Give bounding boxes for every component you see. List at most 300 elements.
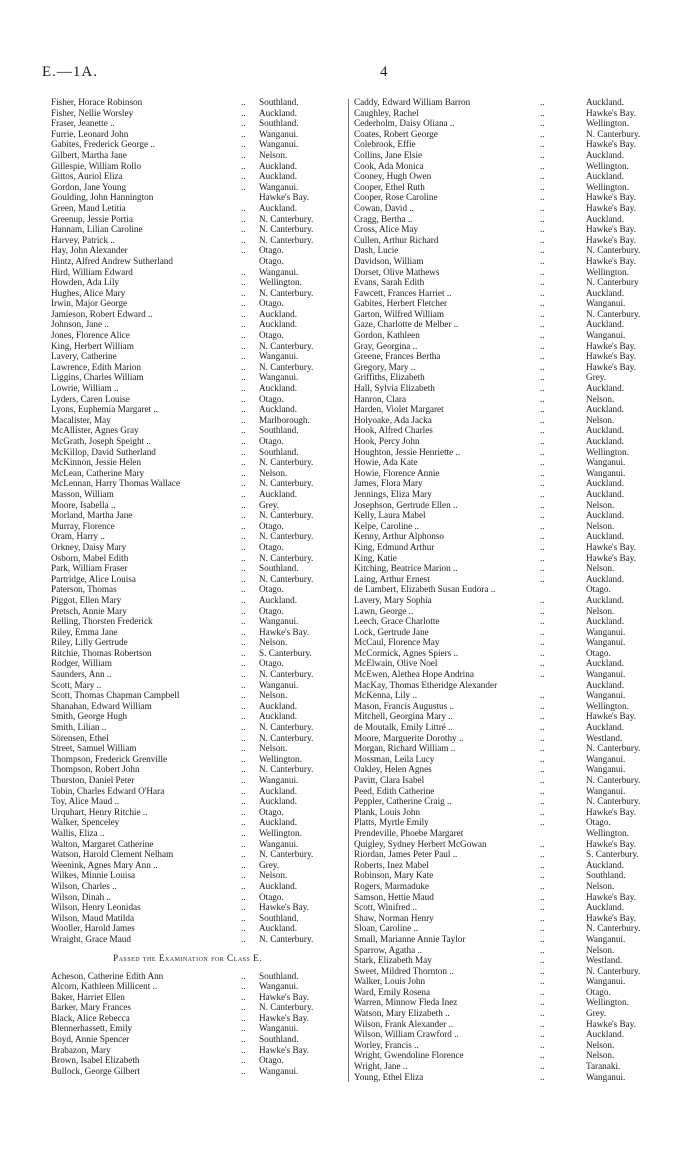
- district-name: Auckland.: [259, 796, 298, 807]
- leader-dots: ..: [540, 436, 545, 446]
- leader-dots: ..: [241, 923, 246, 934]
- list-item: [354, 722, 674, 733]
- district-name: Wanganui.: [586, 298, 626, 309]
- district-name: N. Canterbury.: [259, 478, 314, 489]
- district-name: N. Canterbury.: [259, 573, 314, 584]
- district-name: Hawke's Bay.: [586, 351, 637, 362]
- person-name: Gabites, Frederick George ..: [51, 139, 155, 150]
- leader-dots: ..: [241, 605, 246, 616]
- list-item: [354, 500, 674, 511]
- district-name: Auckland.: [259, 319, 298, 330]
- person-name: Warren, Minnow Fleda Inez: [354, 997, 458, 1008]
- district-name: Auckland.: [259, 923, 298, 934]
- leader-dots: ..: [540, 870, 545, 881]
- person-name: Toy, Alice Maud ..: [51, 796, 120, 807]
- district-name: Auckland.: [259, 107, 298, 118]
- leader-dots: ..: [241, 361, 246, 372]
- person-name: Colebrook, Effie: [354, 139, 416, 150]
- list-item: [354, 743, 674, 754]
- leader-dots: ..: [540, 563, 545, 574]
- class-e-list: [51, 971, 324, 1077]
- district-name: Auckland.: [586, 478, 625, 489]
- leader-dots: ..: [241, 520, 246, 531]
- district-name: Nelson.: [259, 743, 288, 754]
- person-name: Josephson, Gertrude Ellen ..: [354, 499, 458, 510]
- leader-dots: ..: [540, 849, 545, 860]
- district-name: Otago.: [259, 436, 284, 446]
- person-name: Mason, Francis Augustus ..: [354, 700, 455, 711]
- leader-dots: ..: [540, 658, 545, 669]
- leader-dots: ..: [540, 541, 545, 552]
- person-name: Scott, Winifred ..: [354, 902, 417, 913]
- list-item: [51, 468, 324, 479]
- person-name: Garton, Wilfred William: [354, 308, 445, 319]
- person-name: Watson, Mary Elizabeth ..: [354, 1008, 450, 1019]
- list-item: [51, 934, 324, 945]
- person-name: Greenup, Jessie Portia: [51, 213, 133, 224]
- person-name: McGrath, Joseph Speight ..: [51, 436, 152, 446]
- list-item: [354, 521, 674, 532]
- list-item: [354, 129, 674, 140]
- leader-dots: ..: [540, 118, 545, 129]
- person-name: Thurston, Daniel Peter: [51, 775, 135, 785]
- leader-dots: ..: [540, 520, 545, 531]
- person-name: Scott, Mary ..: [51, 679, 102, 690]
- list-item: [354, 987, 674, 998]
- person-name: Fisher, Horace Robinson: [51, 97, 143, 107]
- district-name: Auckland.: [586, 149, 625, 160]
- district-name: Taranaki.: [586, 1061, 621, 1072]
- district-name: Wellington.: [259, 827, 302, 838]
- person-name: Rodger, William: [51, 658, 112, 669]
- leader-dots: ..: [241, 171, 246, 182]
- district-name: Otago.: [586, 647, 611, 658]
- leader-dots: ..: [540, 287, 545, 298]
- leader-dots: ..: [540, 393, 545, 404]
- district-name: Auckland.: [586, 171, 625, 182]
- district-name: Hawke's Bay.: [586, 806, 637, 817]
- person-name: Mitchell, Georgina Mary ..: [354, 711, 453, 722]
- leader-dots: ..: [540, 213, 545, 224]
- person-name: King, Katie: [354, 552, 397, 563]
- person-name: Cooney, Hugh Owen: [354, 171, 432, 182]
- person-name: Sparrow, Agatha ..: [354, 944, 423, 955]
- leader-dots: ..: [241, 981, 246, 992]
- district-name: Hawke's Bay.: [586, 255, 637, 266]
- person-name: Gabites, Herbert Fletcher: [354, 298, 448, 309]
- person-name: Ward, Emily Rosena: [354, 986, 431, 997]
- person-name: McKinnon, Jessie Helen: [51, 457, 142, 468]
- list-item: [354, 934, 674, 945]
- person-name: Thompson, Robert John: [51, 764, 140, 775]
- leader-dots: ..: [241, 594, 246, 605]
- person-name: Wilson, Maud Matilda: [51, 912, 135, 923]
- district-name: Southland.: [259, 446, 299, 457]
- district-name: Auckland.: [259, 817, 298, 828]
- list-item: [51, 404, 324, 415]
- person-name: Watson, Harold Clement Nelham: [51, 849, 174, 860]
- list-item: [354, 606, 674, 617]
- district-name: Otago.: [259, 658, 284, 669]
- leader-dots: ..: [540, 160, 545, 171]
- leader-dots: ..: [540, 351, 545, 362]
- leader-dots: ..: [241, 690, 246, 701]
- person-name: Oram, Harry ..: [51, 531, 105, 542]
- district-name: Southland.: [259, 97, 299, 107]
- person-name: Brown, Isabel Elizabeth: [51, 1055, 140, 1066]
- list-item: [354, 796, 674, 807]
- list-item: [51, 478, 324, 489]
- leader-dots: ..: [241, 552, 246, 563]
- list-item: [51, 425, 324, 436]
- district-name: Wanganui.: [259, 838, 299, 849]
- person-name: Cooper, Ethel Ruth: [354, 181, 425, 192]
- district-name: Hawke's Bay.: [586, 192, 637, 203]
- person-name: Thompson, Frederick Grenville: [51, 753, 168, 764]
- leader-dots: ..: [241, 1012, 246, 1023]
- list-item: [354, 669, 674, 680]
- person-name: Blennerhassett, Emily: [51, 1023, 133, 1034]
- leader-dots: ..: [540, 933, 545, 944]
- list-item: [354, 913, 674, 924]
- person-name: Kelpe, Caroline ..: [354, 520, 420, 531]
- district-name: N. Canterbury.: [259, 510, 314, 521]
- person-name: Black, Alice Rebecca: [51, 1012, 130, 1023]
- leader-dots: ..: [540, 902, 545, 913]
- list-item: [51, 923, 324, 934]
- person-name: Collins, Jane Elsie: [354, 149, 423, 160]
- district-name: Auckland.: [586, 531, 625, 542]
- person-name: Hughes, Alice Mary: [51, 287, 126, 298]
- list-item: [51, 341, 324, 352]
- list-item: [354, 531, 674, 542]
- list-item: [51, 627, 324, 638]
- list-item: [51, 129, 324, 140]
- leader-dots: ..: [540, 181, 545, 192]
- list-item: [51, 447, 324, 458]
- district-name: Nelson.: [259, 637, 288, 648]
- leader-dots: ..: [540, 128, 545, 139]
- district-name: Wanganui.: [259, 981, 299, 992]
- list-item: [51, 118, 324, 129]
- person-name: Hintz, Alfred Andrew Sutherland: [51, 255, 173, 266]
- list-item: [51, 690, 324, 701]
- district-name: Grey.: [586, 1008, 607, 1019]
- person-name: Saunders, Ann ..: [51, 669, 112, 680]
- district-name: N. Canterbury.: [259, 732, 314, 743]
- list-item: [51, 981, 324, 992]
- person-name: James, Flora Mary: [354, 478, 423, 489]
- leader-dots: ..: [241, 160, 246, 171]
- person-name: Robinson, Mary Kate: [354, 870, 434, 881]
- leader-dots: ..: [241, 404, 246, 415]
- list-item: [354, 447, 674, 458]
- leader-dots: ..: [540, 669, 545, 680]
- list-item: [354, 203, 674, 214]
- person-name: Liggins, Charles William: [51, 372, 144, 383]
- leader-dots: ..: [540, 340, 545, 351]
- list-item: [51, 1013, 324, 1024]
- list-item: [51, 108, 324, 119]
- person-name: Caughley, Rachel: [354, 107, 419, 118]
- list-item: [51, 1002, 324, 1013]
- district-name: Nelson.: [259, 467, 288, 478]
- district-name: Wanganui.: [586, 637, 626, 648]
- leader-dots: ..: [241, 510, 246, 521]
- list-item: [51, 807, 324, 818]
- leader-dots: ..: [241, 838, 246, 849]
- district-name: N. Canterbury.: [259, 234, 314, 245]
- district-name: N. Canterbury.: [259, 457, 314, 468]
- list-item: [354, 680, 674, 691]
- person-name: McAllister, Agnes Gray: [51, 425, 139, 436]
- person-name: Hook, Percy John: [354, 436, 420, 446]
- leader-dots: ..: [540, 891, 545, 902]
- district-name: Wanganui.: [259, 351, 299, 362]
- district-name: Nelson.: [586, 563, 615, 574]
- district-name: Southland.: [259, 563, 299, 574]
- leader-dots: ..: [540, 457, 545, 468]
- leader-dots: ..: [241, 647, 246, 658]
- list-item: [51, 542, 324, 553]
- person-name: Irwin, Major George: [51, 298, 128, 309]
- leader-dots: ..: [540, 775, 545, 785]
- list-item: [51, 500, 324, 511]
- leader-dots: ..: [241, 711, 246, 722]
- leader-dots: ..: [540, 224, 545, 235]
- district-name: Wellington.: [259, 277, 302, 288]
- district-name: Southland.: [586, 870, 626, 881]
- leader-dots: ..: [241, 467, 246, 478]
- district-name: Nelson.: [586, 520, 615, 531]
- district-name: N. Canterbury.: [586, 775, 641, 785]
- district-name: Wanganui.: [259, 679, 299, 690]
- list-item: [51, 637, 324, 648]
- list-item: [51, 764, 324, 775]
- district-name: Otago.: [586, 584, 611, 595]
- person-name: Fraser, Jeanette ..: [51, 118, 115, 129]
- leader-dots: ..: [241, 478, 246, 489]
- left-column: [51, 97, 324, 1076]
- leader-dots: ..: [241, 446, 246, 457]
- list-item: [51, 457, 324, 468]
- district-name: Hawke's Bay.: [259, 991, 310, 1002]
- leader-dots: ..: [241, 743, 246, 754]
- list-item: [51, 733, 324, 744]
- leader-dots: ..: [540, 308, 545, 319]
- leader-dots: ..: [540, 700, 545, 711]
- person-name: Macalister, May: [51, 414, 111, 425]
- person-name: Howie, Ada Kate: [354, 457, 418, 468]
- person-name: Weenink, Agnes Mary Ann ..: [51, 859, 158, 870]
- person-name: Sloan, Caroline ..: [354, 923, 419, 934]
- district-name: Nelson.: [586, 1039, 615, 1050]
- district-name: Wellington.: [586, 827, 629, 838]
- list-item: [354, 192, 674, 203]
- list-item: [51, 971, 324, 982]
- district-name: S. Canterbury.: [586, 849, 639, 860]
- person-name: Prendeville, Phoebe Margaret: [354, 827, 464, 838]
- leader-dots: ..: [241, 891, 246, 902]
- person-name: Griffiths, Elizabeth: [354, 372, 425, 383]
- leader-dots: ..: [241, 393, 246, 404]
- leader-dots: ..: [540, 425, 545, 436]
- district-name: Hawke's Bay.: [586, 234, 637, 245]
- person-name: Lyons, Euphemia Margaret ..: [51, 404, 158, 415]
- district-name: Southland.: [259, 118, 299, 129]
- district-name: Auckland.: [586, 1029, 625, 1040]
- person-name: Fisher, Nellie Worsley: [51, 107, 134, 118]
- list-item: [51, 150, 324, 161]
- leader-dots: ..: [241, 732, 246, 743]
- district-name: Auckland.: [259, 594, 298, 605]
- leader-dots: ..: [241, 1023, 246, 1034]
- person-name: Harvey, Patrick ..: [51, 234, 115, 245]
- leader-dots: ..: [241, 181, 246, 192]
- list-item: [354, 267, 674, 278]
- list-item: [51, 161, 324, 172]
- list-item: [354, 817, 674, 828]
- person-name: Gilbert, Martha Jane: [51, 149, 127, 160]
- person-name: Masson, William: [51, 488, 114, 499]
- district-name: S. Canterbury.: [259, 647, 312, 658]
- district-name: Otago.: [259, 393, 284, 404]
- district-name: N. Canterbury.: [586, 796, 641, 807]
- right-list: [354, 97, 674, 1082]
- list-item: [354, 807, 674, 818]
- list-item: [51, 881, 324, 892]
- person-name: Quigley, Sydney Herbert McGowan: [354, 838, 487, 849]
- person-name: McKenna, Lily ..: [354, 690, 418, 701]
- leader-dots: ..: [540, 488, 545, 499]
- district-name: N. Canterbury.: [259, 1002, 314, 1013]
- person-name: Piggot, Ellen Mary: [51, 594, 122, 605]
- district-name: Otago.: [259, 255, 284, 266]
- list-item: [354, 108, 674, 119]
- district-name: Wellington.: [259, 753, 302, 764]
- leader-dots: ..: [540, 404, 545, 415]
- district-name: Grey.: [259, 859, 280, 870]
- leader-dots: ..: [540, 1050, 545, 1061]
- left-list: [51, 97, 324, 945]
- district-name: Otago.: [259, 520, 284, 531]
- person-name: Peed, Edith Catherine: [354, 785, 435, 796]
- leader-dots: ..: [241, 245, 246, 256]
- leader-dots: ..: [241, 669, 246, 680]
- list-item: [51, 521, 324, 532]
- person-name: Caddy, Edward William Barron: [354, 97, 471, 107]
- person-name: Dash, Lucie: [354, 245, 399, 256]
- person-name: Worley, Francis ..: [354, 1039, 419, 1050]
- district-name: Nelson.: [586, 605, 615, 616]
- person-name: Moore, Marguerite Dorothy ..: [354, 732, 464, 743]
- leader-dots: ..: [540, 245, 545, 256]
- list-item: [51, 245, 324, 256]
- leader-dots: ..: [540, 1071, 545, 1082]
- list-item: [354, 648, 674, 659]
- district-name: Southland.: [259, 912, 299, 923]
- district-name: Otago.: [259, 298, 284, 309]
- list-item: [51, 913, 324, 924]
- person-name: Lawn, George ..: [354, 605, 414, 616]
- leader-dots: ..: [540, 923, 545, 934]
- leader-dots: ..: [241, 541, 246, 552]
- list-item: [354, 584, 674, 595]
- person-name: Murray, Florence: [51, 520, 115, 531]
- person-name: Samson, Hettie Maud: [354, 891, 434, 902]
- person-name: Gillespie, William Rollo: [51, 160, 142, 171]
- leader-dots: ..: [540, 626, 545, 637]
- leader-dots: ..: [241, 753, 246, 764]
- list-item: [51, 436, 324, 447]
- district-name: Auckland.: [586, 616, 625, 627]
- person-name: Hanron, Clara: [354, 393, 407, 404]
- district-name: Nelson.: [259, 690, 288, 701]
- district-name: Wanganui.: [259, 372, 299, 383]
- list-item: [51, 849, 324, 860]
- district-name: Wanganui.: [586, 690, 626, 701]
- person-name: Wright, Gwendoline Florence: [354, 1050, 464, 1061]
- leader-dots: ..: [241, 340, 246, 351]
- leader-dots: ..: [241, 700, 246, 711]
- person-name: Wilson, Frank Alexander ..: [354, 1018, 454, 1029]
- district-name: Hawke's Bay.: [586, 552, 637, 563]
- list-item: [51, 362, 324, 373]
- district-name: Auckland.: [586, 573, 625, 584]
- list-item: [354, 1040, 674, 1051]
- list-item: [354, 510, 674, 521]
- list-item: [354, 404, 674, 415]
- list-item: [51, 203, 324, 214]
- list-item: [51, 786, 324, 797]
- list-item: [51, 214, 324, 225]
- list-item: [51, 796, 324, 807]
- district-name: Hawke's Bay.: [259, 192, 310, 203]
- district-name: Auckland.: [586, 404, 625, 415]
- district-name: Auckland.: [586, 287, 625, 298]
- leader-dots: ..: [540, 647, 545, 658]
- person-name: McCaul, Florence May: [354, 637, 440, 648]
- section-title: Passed the Examination for Class E.: [112, 952, 263, 963]
- list-item: [51, 1045, 324, 1056]
- leader-dots: ..: [540, 266, 545, 277]
- district-name: Wanganui.: [259, 616, 299, 627]
- district-name: Westland.: [586, 955, 623, 966]
- list-item: [354, 839, 674, 850]
- person-name: Jones, Florence Alice: [51, 330, 130, 341]
- district-name: Auckland.: [586, 658, 625, 669]
- district-name: N. Canterbury.: [586, 308, 641, 319]
- district-name: Otago.: [259, 330, 284, 341]
- district-name: Hawke's Bay.: [259, 1012, 310, 1023]
- district-name: Nelson.: [586, 393, 615, 404]
- person-name: de Lambert, Elizabeth Susan Eudora ..: [354, 584, 496, 595]
- person-name: MacKay, Thomas Etheridge Alexander: [354, 679, 498, 690]
- district-name: Auckland.: [259, 785, 298, 796]
- leader-dots: ..: [241, 149, 246, 160]
- person-name: de Moutalk, Emily Littré ..: [354, 722, 453, 733]
- person-name: Riley, Lilly Gertrude: [51, 637, 128, 648]
- list-item: [51, 383, 324, 394]
- district-name: N. Canterbury.: [586, 743, 641, 754]
- list-item: [354, 351, 674, 362]
- person-name: Green, Maud Letitia: [51, 202, 126, 213]
- list-item: [354, 139, 674, 150]
- list-item: [354, 786, 674, 797]
- list-item: [51, 775, 324, 786]
- list-item: [354, 97, 674, 108]
- district-name: N. Canterbury.: [259, 531, 314, 542]
